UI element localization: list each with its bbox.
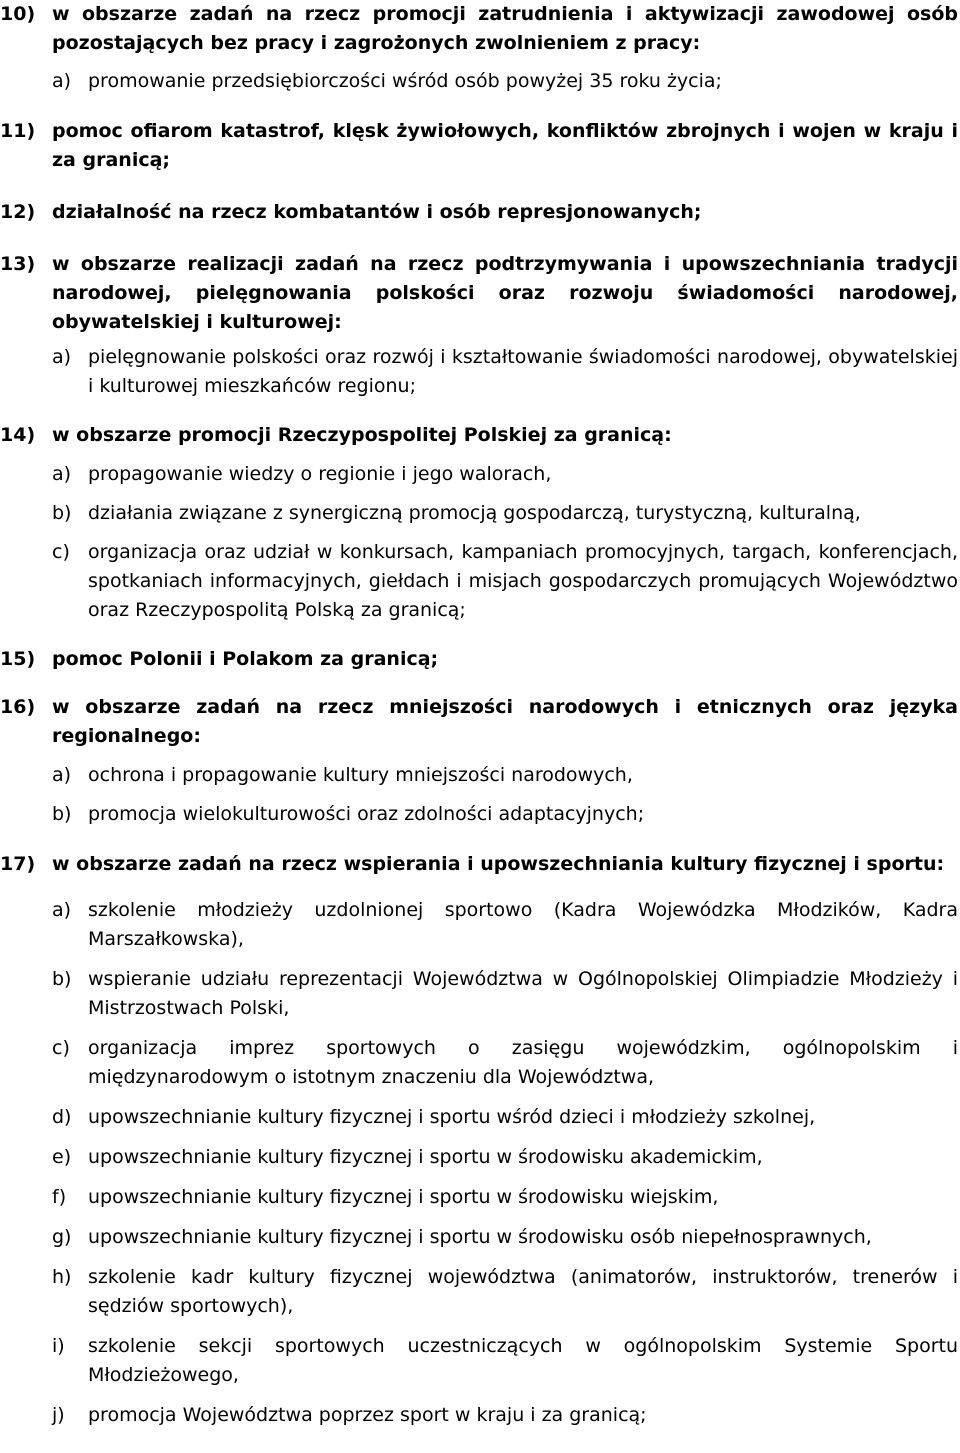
item-letter: h) — [52, 1266, 72, 1288]
list-item — [52, 965, 958, 1023]
item-letter: e) — [52, 1146, 72, 1168]
item-text: pielęgnowanie polskości oraz rozwój i kształtowanie świadomości narodowej, obywatelskiej i kulturowej mieszkańców regionu; — [88, 346, 958, 397]
section-title: pomoc ofiarom katastrof, klęsk żywiołowych, konfliktów zbrojnych i wojen w kraju i za granicą; — [52, 120, 958, 171]
section-14 — [0, 421, 958, 625]
item-letter: j) — [52, 1404, 65, 1426]
item-letter: d) — [52, 1106, 72, 1128]
section-title: w obszarze zadań na rzecz mniejszości narodowych i etnicznych oraz języka regionalnego: — [52, 696, 958, 747]
section-title: w obszarze promocji Rzeczypospolitej Polskiej za granicą: — [52, 424, 672, 446]
section-title: pomoc Polonii i Polakom za granicą; — [52, 648, 439, 670]
section-number: 16) — [0, 696, 36, 718]
list-item — [52, 1103, 958, 1132]
item-letter: i) — [52, 1335, 65, 1357]
item-letter: b) — [52, 803, 72, 825]
item-text: upowszechnianie kultury fizycznej i sportu w środowisku akademickim, — [88, 1146, 763, 1168]
section-10 — [0, 0, 958, 96]
item-text: upowszechnianie kultury fizycznej i sportu w środowisku wiejskim, — [88, 1186, 719, 1208]
list-item — [52, 1223, 958, 1252]
item-letter: b) — [52, 968, 72, 990]
section-heading — [0, 693, 958, 751]
item-letter: a) — [52, 764, 72, 786]
list-item — [52, 67, 958, 96]
list-item — [52, 1401, 958, 1430]
section-number: 12) — [0, 201, 36, 223]
item-text: szkolenie kadr kultury fizycznej województwa (animatorów, instruktorów, trenerów i sędziów sportowych), — [88, 1266, 958, 1317]
section-11 — [0, 117, 958, 175]
section-heading — [0, 198, 958, 227]
list-item — [52, 896, 958, 954]
item-text: ochrona i propagowanie kultury mniejszości narodowych, — [88, 764, 633, 786]
item-letter: a) — [52, 70, 72, 92]
section-heading — [0, 421, 958, 450]
list-item — [52, 538, 958, 625]
item-text: wspieranie udziału reprezentacji Województwa w Ogólnopolskiej Olimpiadzie Młodzieży i Mistrzostwach Polski, — [88, 968, 958, 1019]
section-17 — [0, 850, 958, 1430]
section-number: 17) — [0, 853, 36, 875]
list-item — [52, 1143, 958, 1172]
section-number: 13) — [0, 253, 36, 275]
list-item — [52, 1034, 958, 1092]
list-item — [52, 1263, 958, 1321]
item-text: upowszechnianie kultury fizycznej i sportu w środowisku osób niepełnosprawnych, — [88, 1226, 872, 1248]
section-heading — [0, 645, 958, 674]
section-16 — [0, 693, 958, 829]
section-heading — [0, 250, 958, 337]
section-heading — [0, 0, 958, 58]
section-15 — [0, 645, 958, 674]
item-text: szkolenie sekcji sportowych uczestniczących w ogólnopolskim Systemie Sportu Młodzieżowego, — [88, 1335, 958, 1386]
section-number: 10) — [0, 3, 36, 25]
item-letter: a) — [52, 346, 72, 368]
item-letter: a) — [52, 463, 72, 485]
item-letter: b) — [52, 502, 72, 524]
section-number: 11) — [0, 120, 36, 142]
list-item — [52, 1332, 958, 1390]
item-text: szkolenie młodzieży uzdolnionej sportowo (Kadra Wojewódzka Młodzików, Kadra Marszałkowska), — [88, 899, 958, 950]
list-item — [52, 800, 958, 829]
item-text: organizacja oraz udział w konkursach, kampaniach promocyjnych, targach, konferencjach, spotkaniach informacyjnych, giełdach i misjach gospodarczych promujących Województwo oraz Rzeczypospolitą Polską za granicą; — [88, 541, 958, 621]
section-13 — [0, 250, 958, 401]
item-letter: a) — [52, 899, 72, 921]
item-text: organizacja imprez sportowych o zasięgu wojewódzkim, ogólnopolskim i międzynarodowym o istotnym znaczeniu dla Województwa, — [88, 1037, 958, 1088]
section-title: w obszarze realizacji zadań na rzecz podtrzymywania i upowszechniania tradycji narodowej, pielęgnowania polskości oraz rozwoju świadomości narodowej, obywatelskiej i kulturowej: — [52, 253, 958, 333]
item-letter: c) — [52, 1037, 70, 1059]
item-text: promocja wielokulturowości oraz zdolności adaptacyjnych; — [88, 803, 645, 825]
section-heading — [0, 850, 958, 879]
list-item — [52, 1183, 958, 1212]
list-item — [52, 343, 958, 401]
list-item — [52, 499, 958, 528]
item-letter: g) — [52, 1226, 72, 1248]
section-title: w obszarze zadań na rzecz wspierania i upowszechniania kultury fizycznej i sportu: — [52, 853, 945, 875]
item-text: działania związane z synergiczną promocją gospodarczą, turystyczną, kulturalną, — [88, 502, 861, 524]
list-item — [52, 460, 958, 489]
list-item — [52, 761, 958, 790]
item-letter: c) — [52, 541, 70, 563]
item-text: propagowanie wiedzy o regionie i jego walorach, — [88, 463, 552, 485]
section-heading — [0, 117, 958, 175]
section-number: 15) — [0, 648, 36, 670]
section-title: działalność na rzecz kombatantów i osób represjonowanych; — [52, 201, 702, 223]
section-title: w obszarze zadań na rzecz promocji zatrudnienia i aktywizacji zawodowej osób pozostających bez pracy i zagrożonych zwolnieniem z pracy: — [52, 3, 958, 54]
section-12 — [0, 198, 958, 227]
item-letter: f) — [52, 1186, 67, 1208]
item-text: upowszechnianie kultury fizycznej i sportu wśród dzieci i młodzieży szkolnej, — [88, 1106, 816, 1128]
item-text: promowanie przedsiębiorczości wśród osób powyżej 35 roku życia; — [88, 70, 722, 92]
item-text: promocja Województwa poprzez sport w kraju i za granicą; — [88, 1404, 647, 1426]
section-number: 14) — [0, 424, 36, 446]
